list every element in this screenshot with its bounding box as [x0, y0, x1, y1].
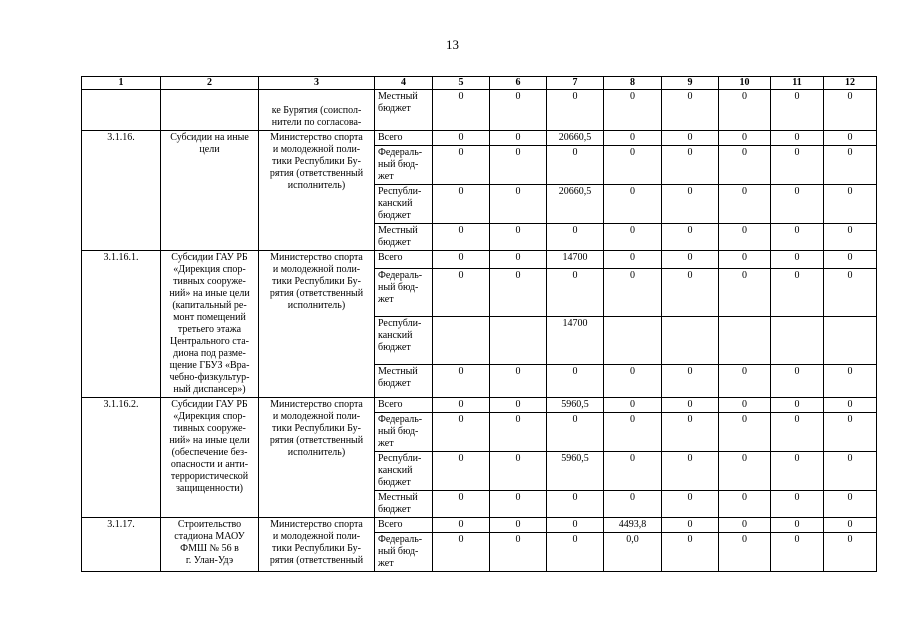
value-cell: 0	[604, 185, 662, 224]
value-cell: 0	[771, 185, 824, 224]
value-cell: 0	[604, 251, 662, 269]
column-header-3: 3	[259, 77, 375, 90]
column-header-10: 10	[719, 77, 771, 90]
value-cell: 0	[719, 90, 771, 131]
value-cell: 0	[433, 131, 490, 146]
value-cell	[824, 317, 877, 365]
value-cell: 0	[604, 146, 662, 185]
value-cell: 0	[771, 413, 824, 452]
value-cell: 0	[604, 491, 662, 518]
column-header-2: 2	[161, 77, 259, 90]
item-code: 3.1.16.1.	[82, 251, 161, 398]
value-cell: 0	[433, 185, 490, 224]
column-header-9: 9	[662, 77, 719, 90]
value-cell	[604, 317, 662, 365]
value-cell: 0	[824, 533, 877, 572]
item-name: Строительство стадиона МАОУ ФМШ № 56 в г. Улан-Удэ	[161, 518, 259, 572]
value-cell: 0	[433, 413, 490, 452]
funding-source: Всего	[375, 518, 433, 533]
value-cell	[433, 317, 490, 365]
item-code: 3.1.17.	[82, 518, 161, 572]
value-cell: 0	[547, 90, 604, 131]
funding-source: Местный бюджет	[375, 90, 433, 131]
funding-source: Местный бюджет	[375, 224, 433, 251]
value-cell: 0	[604, 90, 662, 131]
value-cell: 0	[604, 131, 662, 146]
value-cell: 0	[771, 364, 824, 397]
value-cell: 0	[433, 224, 490, 251]
value-cell: 0	[824, 518, 877, 533]
value-cell: 0	[547, 146, 604, 185]
value-cell: 0	[662, 518, 719, 533]
value-cell: 4493,8	[604, 518, 662, 533]
value-cell: 0	[662, 452, 719, 491]
column-header-7: 7	[547, 77, 604, 90]
item-code: 3.1.16.	[82, 131, 161, 251]
value-cell: 0	[771, 90, 824, 131]
value-cell: 0	[490, 364, 547, 397]
funding-source: Республи- канский бюджет	[375, 452, 433, 491]
value-cell: 0	[824, 364, 877, 397]
value-cell: 0	[490, 269, 547, 317]
value-cell: 0	[433, 364, 490, 397]
funding-source: Федераль- ный бюд- жет	[375, 533, 433, 572]
value-cell: 0	[771, 251, 824, 269]
value-cell: 0	[719, 131, 771, 146]
value-cell: 14700	[547, 251, 604, 269]
funding-source: Местный бюджет	[375, 364, 433, 397]
value-cell: 0	[433, 398, 490, 413]
value-cell: 0	[824, 224, 877, 251]
value-cell: 0	[490, 413, 547, 452]
value-cell: 0	[719, 518, 771, 533]
table-row	[82, 90, 877, 131]
funding-source: Республи- канский бюджет	[375, 317, 433, 365]
value-cell: 0	[547, 269, 604, 317]
value-cell: 20660,5	[547, 185, 604, 224]
value-cell: 0	[604, 413, 662, 452]
value-cell: 0	[662, 146, 719, 185]
value-cell: 0	[433, 269, 490, 317]
table-row	[82, 131, 877, 146]
value-cell: 0	[490, 491, 547, 518]
value-cell: 0	[662, 413, 719, 452]
budget-table	[81, 76, 877, 572]
value-cell: 0	[604, 224, 662, 251]
value-cell: 0	[547, 491, 604, 518]
value-cell: 0	[433, 146, 490, 185]
value-cell: 0	[771, 452, 824, 491]
value-cell: 0	[662, 269, 719, 317]
value-cell: 0	[662, 364, 719, 397]
value-cell: 0	[824, 398, 877, 413]
funding-source: Всего	[375, 131, 433, 146]
value-cell: 0	[604, 364, 662, 397]
value-cell: 0	[433, 90, 490, 131]
value-cell: 0	[433, 452, 490, 491]
value-cell: 0	[824, 185, 877, 224]
item-executor: Министерство спорта и молодежной поли- тики Республики Бу- рятия (ответственный	[259, 518, 375, 572]
funding-source: Всего	[375, 398, 433, 413]
value-cell: 0	[490, 90, 547, 131]
item-executor: Министерство спорта и молодежной поли- тики Республики Бу- рятия (ответственный исполнитель)	[259, 251, 375, 398]
table-row	[82, 398, 877, 413]
value-cell: 0	[771, 269, 824, 317]
funding-source: Республи- канский бюджет	[375, 185, 433, 224]
value-cell: 0	[662, 131, 719, 146]
item-name: Субсидии ГАУ РБ «Дирекция спор- тивных сооруже- ний» на иные цели (капитальный ре- монт помещений третьего этажа Центрального ста- диона под разме- щение ГБУЗ «Вра- чебно-физкультур- ный диспансер»)	[161, 251, 259, 398]
value-cell: 0	[604, 452, 662, 491]
value-cell: 0	[662, 398, 719, 413]
column-header-11: 11	[771, 77, 824, 90]
value-cell: 5960,5	[547, 452, 604, 491]
value-cell: 0	[604, 269, 662, 317]
value-cell: 0	[824, 491, 877, 518]
funding-source: Федераль- ный бюд- жет	[375, 269, 433, 317]
item-name	[161, 90, 259, 131]
value-cell: 0	[771, 533, 824, 572]
value-cell: 0	[662, 224, 719, 251]
value-cell: 0	[662, 185, 719, 224]
value-cell	[662, 317, 719, 365]
value-cell: 0	[433, 518, 490, 533]
value-cell: 0	[490, 185, 547, 224]
column-header-12: 12	[824, 77, 877, 90]
value-cell: 0,0	[604, 533, 662, 572]
value-cell: 0	[433, 491, 490, 518]
table-row	[82, 518, 877, 533]
column-header-6: 6	[490, 77, 547, 90]
value-cell: 0	[824, 90, 877, 131]
value-cell: 20660,5	[547, 131, 604, 146]
value-cell: 0	[771, 491, 824, 518]
item-code	[82, 90, 161, 131]
value-cell: 0	[547, 224, 604, 251]
value-cell: 0	[547, 518, 604, 533]
value-cell: 0	[604, 398, 662, 413]
value-cell: 0	[662, 491, 719, 518]
value-cell: 0	[719, 364, 771, 397]
column-header-1: 1	[82, 77, 161, 90]
value-cell: 0	[547, 413, 604, 452]
value-cell: 0	[662, 90, 719, 131]
value-cell: 0	[719, 398, 771, 413]
funding-source: Всего	[375, 251, 433, 269]
value-cell: 0	[433, 533, 490, 572]
funding-source: Местный бюджет	[375, 491, 433, 518]
table-body	[82, 90, 877, 572]
item-name: Субсидии на иные цели	[161, 131, 259, 251]
value-cell: 0	[547, 364, 604, 397]
value-cell: 0	[433, 251, 490, 269]
value-cell: 0	[662, 533, 719, 572]
value-cell: 0	[662, 251, 719, 269]
value-cell: 0	[719, 413, 771, 452]
value-cell: 0	[771, 398, 824, 413]
value-cell: 14700	[547, 317, 604, 365]
column-header-5: 5	[433, 77, 490, 90]
column-header-4: 4	[375, 77, 433, 90]
item-code: 3.1.16.2.	[82, 398, 161, 518]
value-cell: 0	[719, 251, 771, 269]
item-executor: ке Бурятия (соиспол- нители по согласова-	[259, 90, 375, 131]
item-executor: Министерство спорта и молодежной поли- тики Республики Бу- рятия (ответственный исполнитель)	[259, 398, 375, 518]
value-cell: 0	[824, 413, 877, 452]
value-cell: 0	[771, 518, 824, 533]
page-number: 13	[446, 37, 459, 52]
value-cell: 0	[824, 251, 877, 269]
value-cell: 0	[771, 224, 824, 251]
value-cell	[719, 317, 771, 365]
value-cell: 0	[771, 131, 824, 146]
value-cell: 0	[547, 533, 604, 572]
funding-source: Федераль- ный бюд- жет	[375, 146, 433, 185]
value-cell: 0	[719, 533, 771, 572]
table-row	[82, 251, 877, 269]
column-header-8: 8	[604, 77, 662, 90]
value-cell	[771, 317, 824, 365]
value-cell: 0	[719, 269, 771, 317]
value-cell: 0	[824, 269, 877, 317]
value-cell: 0	[719, 491, 771, 518]
value-cell: 0	[490, 398, 547, 413]
value-cell: 0	[490, 251, 547, 269]
table-header-row	[82, 77, 877, 90]
value-cell: 0	[719, 224, 771, 251]
value-cell: 0	[824, 131, 877, 146]
value-cell: 0	[490, 224, 547, 251]
value-cell: 0	[824, 146, 877, 185]
value-cell: 0	[490, 518, 547, 533]
value-cell: 0	[771, 146, 824, 185]
funding-source: Федераль- ный бюд- жет	[375, 413, 433, 452]
value-cell: 0	[490, 452, 547, 491]
value-cell: 5960,5	[547, 398, 604, 413]
value-cell: 0	[490, 131, 547, 146]
value-cell: 0	[824, 452, 877, 491]
value-cell: 0	[719, 185, 771, 224]
item-name: Субсидии ГАУ РБ «Дирекция спор- тивных сооруже- ний» на иные цели (обеспечение без- опасности и анти- террористической защищенности)	[161, 398, 259, 518]
value-cell: 0	[719, 452, 771, 491]
item-executor: Министерство спорта и молодежной поли- тики Республики Бу- рятия (ответственный исполнитель)	[259, 131, 375, 251]
value-cell	[490, 317, 547, 365]
value-cell: 0	[719, 146, 771, 185]
value-cell: 0	[490, 533, 547, 572]
value-cell: 0	[490, 146, 547, 185]
